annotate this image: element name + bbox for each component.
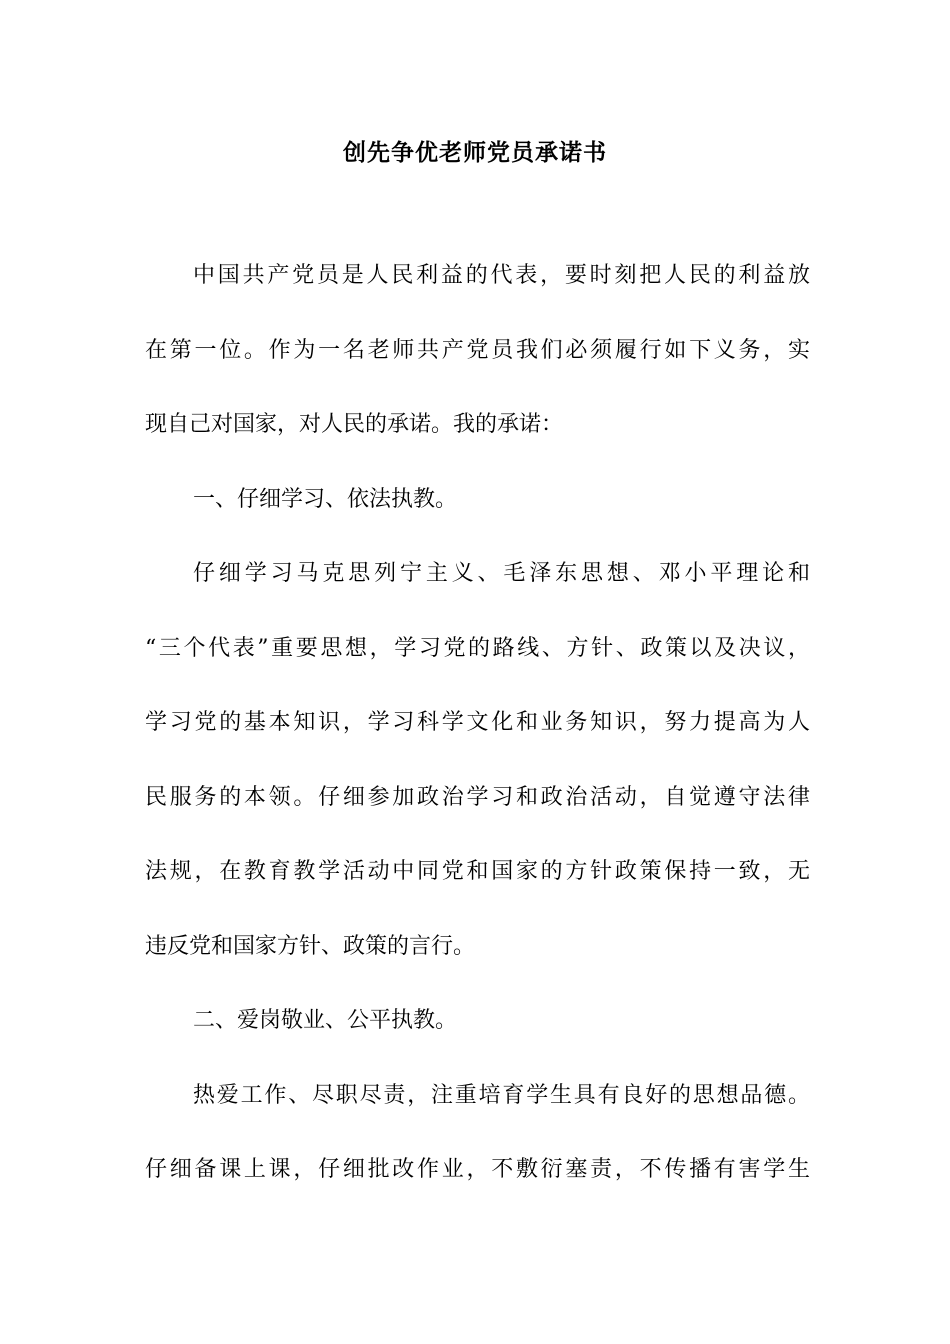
paragraph-line: 学习党的基本知识，学习科学文化和业务知识，努力提高为人 xyxy=(145,710,810,735)
section-heading: 一、仔细学习、依法执教。 xyxy=(193,487,458,512)
paragraph-line: 热爱工作、尽职尽责，注重培育学生具有良好的思想品德。 xyxy=(193,1083,810,1108)
paragraph-line: 民服务的本领。仔细参加政治学习和政治活动，自觉遵守法律 xyxy=(145,785,810,810)
paragraph-line: “三个代表”重要思想，学习党的路线、方针、政策以及决议， xyxy=(145,636,810,661)
paragraph-line: 仔细学习马克思列宁主义、毛泽东思想、邓小平理论和 xyxy=(193,561,810,586)
paragraph-line: 仔细备课上课，仔细批改作业，不敷衍塞责，不传播有害学生 xyxy=(145,1157,810,1182)
paragraph-line: 中国共产党员是人民利益的代表，要时刻把人民的利益放 xyxy=(193,263,810,288)
section-heading: 二、爱岗敬业、公平执教。 xyxy=(193,1008,458,1033)
paragraph-line: 现自己对国家，对人民的承诺。我的承诺： xyxy=(145,412,564,437)
paragraph-line: 违反党和国家方针、政策的言行。 xyxy=(145,934,476,959)
paragraph-line: 在第一位。作为一名老师共产党员我们必须履行如下义务，实 xyxy=(145,338,810,363)
document-title: 创先争优老师党员承诺书 xyxy=(343,139,607,166)
paragraph-line: 法规，在教育教学活动中同党和国家的方针政策保持一致，无 xyxy=(145,859,810,884)
